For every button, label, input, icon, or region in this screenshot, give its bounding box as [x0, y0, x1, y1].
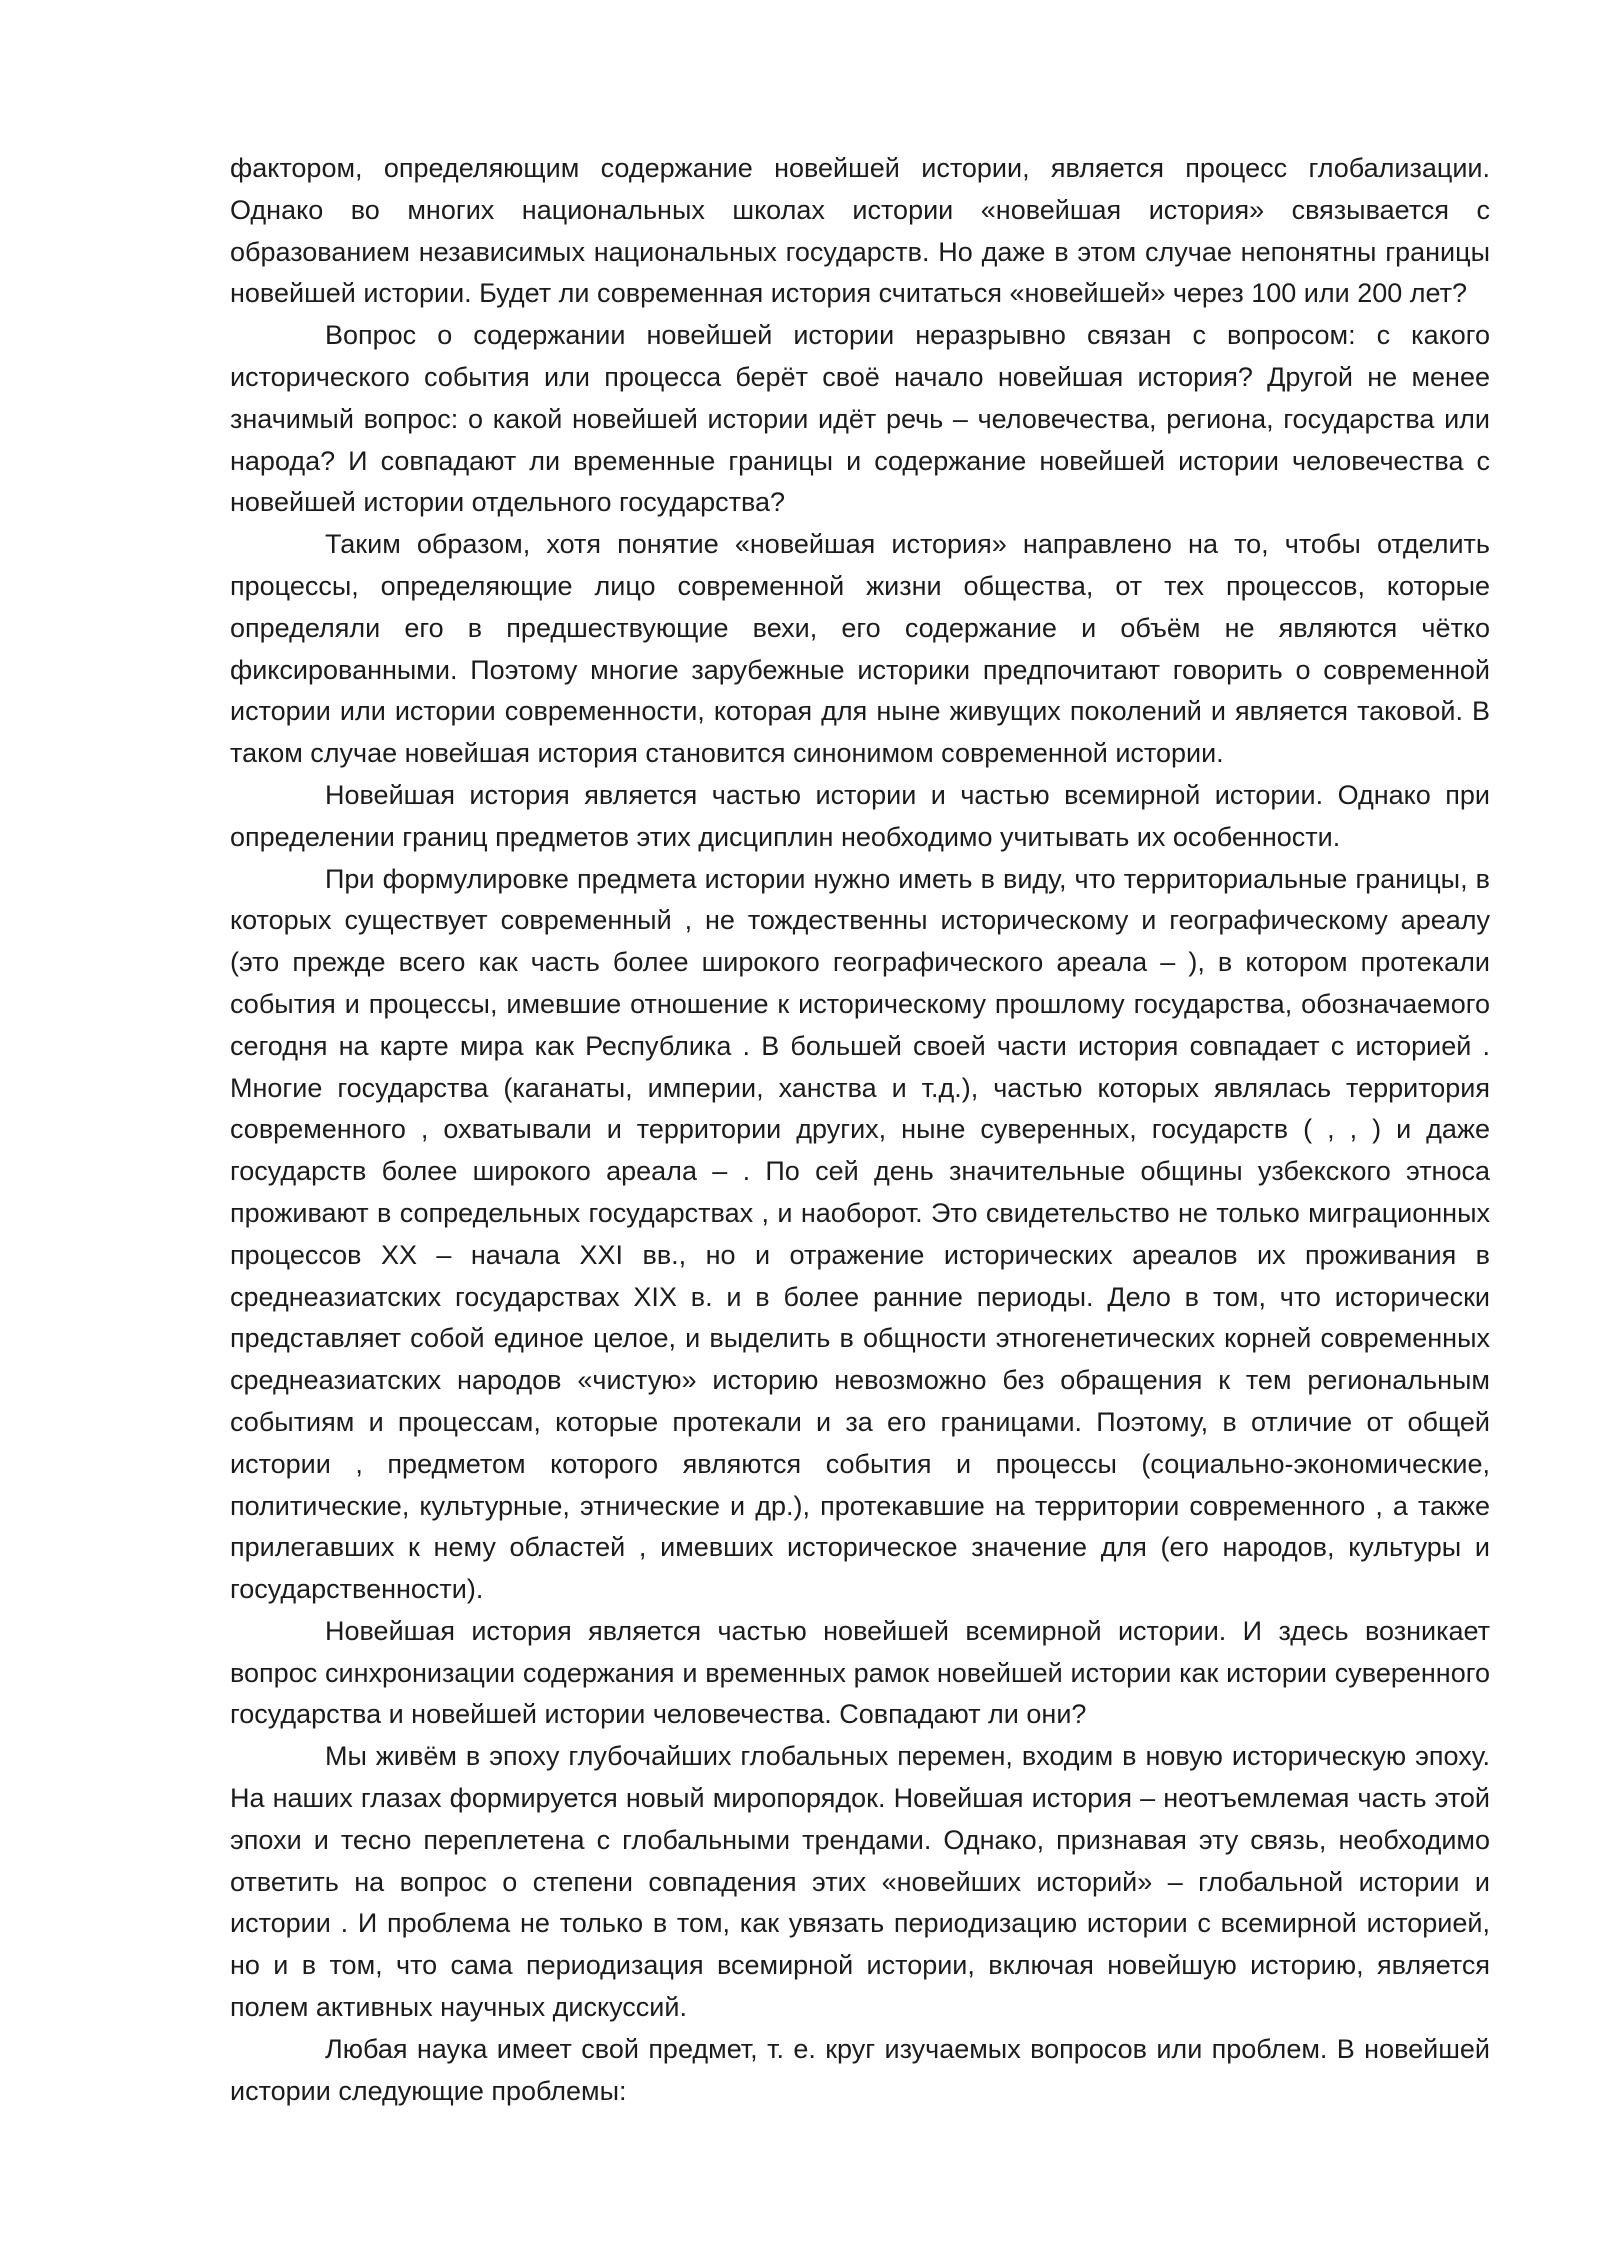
- paragraph-5: При формулировке предмета истории нужно иметь в виду, что территориальные границы, в которых существует современный , не тождественны историческому и географическому ареалу (это прежде всего как часть более широкого географического ареала – ), в котором протекали события и процессы, имевшие отношение к историческому прошлому государства, обозначаемого сегодня на карте мира как Республика . В большей своей части история совпадает с историей . Многие государства (каганаты, империи, ханства и т.д.), частью которых являлась территория современного , охватывали и территории других, ныне суверенных, государств ( , , ) и даже государств более широкого ареала – . По сей день значительные общины узбекского этноса проживают в сопредельных государствах , и наоборот. Это свидетельство не только миграционных процессов XX – начала XXI вв., но и отражение исторических ареалов их проживания в среднеазиатских государствах XIX в. и в более ранние периоды. Дело в том, что исторически представляет собой единое целое, и выделить в общности этногенетических корней современных среднеазиатских народов «чистую» историю невозможно без обращения к тем региональным событиям и процессам, которые протекали и за его границами. Поэтому, в отличие от общей истории , предметом которого являются события и процессы (социально-экономические, политические, культурные, этнические и др.), протекавшие на территории современного , а также прилегавших к нему областей , имевших историческое значение для (его народов, культуры и государственности).: [230, 863, 1490, 1605]
- paragraph-1: фактором, определяющим содержание новейшей истории, является процесс глобализации. Однако во многих национальных школах истории «новейшая история» связывается с образованием независимых национальных государств. Но даже в этом случае непонятны границы новейшей истории. Будет ли современная история считаться «новейшей» через 100 или 200 лет?: [230, 153, 1490, 309]
- paragraph-6: Новейшая история является частью новейшей всемирной истории. И здесь возникает вопрос синхронизации содержания и временных рамок новейшей истории как истории суверенного государства и новейшей истории человечества. Совпадают ли они?: [230, 1615, 1490, 1730]
- paragraph-2: Вопрос о содержании новейшей истории неразрывно связан с вопросом: с какого исторического события или процесса берёт своё начало новейшая история? Другой не менее значимый вопрос: о какой новейшей истории идёт речь – человечества, региона, государства или народа? И совпадают ли временные границы и содержание новейшей истории человечества с новейшей истории отдельного государства?: [230, 320, 1490, 518]
- document-page: [230, 148, 1490, 2112]
- paragraph-7: Мы живём в эпоху глубочайших глобальных перемен, входим в новую историческую эпоху. На наших глазах формируется новый миропорядок. Новейшая история – неотъемлемая часть этой эпохи и тесно переплетена с глобальными трендами. Однако, признавая эту связь, необходимо ответить на вопрос о степени совпадения этих «новейших историй» – глобальной истории и истории . И проблема не только в том, как увязать периодизацию истории с всемирной историей, но и в том, что сама периодизация всемирной истории, включая новейшую историю, является полем активных научных дискуссий.: [230, 1741, 1490, 2023]
- paragraph-3: Таким образом, хотя понятие «новейшая история» направлено на то, чтобы отделить процессы, определяющие лицо современной жизни общества, от тех процессов, которые определяли его в предшествующие вехи, его содержание и объём не являются чётко фиксированными. Поэтому многие зарубежные историки предпочитают говорить о современной истории или истории современности, которая для ныне живущих поколений и является таковой. В таком случае новейшая история становится синонимом современной истории.: [230, 529, 1490, 769]
- paragraph-8: Любая наука имеет свой предмет, т. е. круг изучаемых вопросов или проблем. В новейшей истории следующие проблемы:: [230, 2033, 1490, 2106]
- paragraph-4: Новейшая история является частью истории и частью всемирной истории. Однако при определении границ предметов этих дисциплин необходимо учитывать их особенности.: [230, 779, 1490, 852]
